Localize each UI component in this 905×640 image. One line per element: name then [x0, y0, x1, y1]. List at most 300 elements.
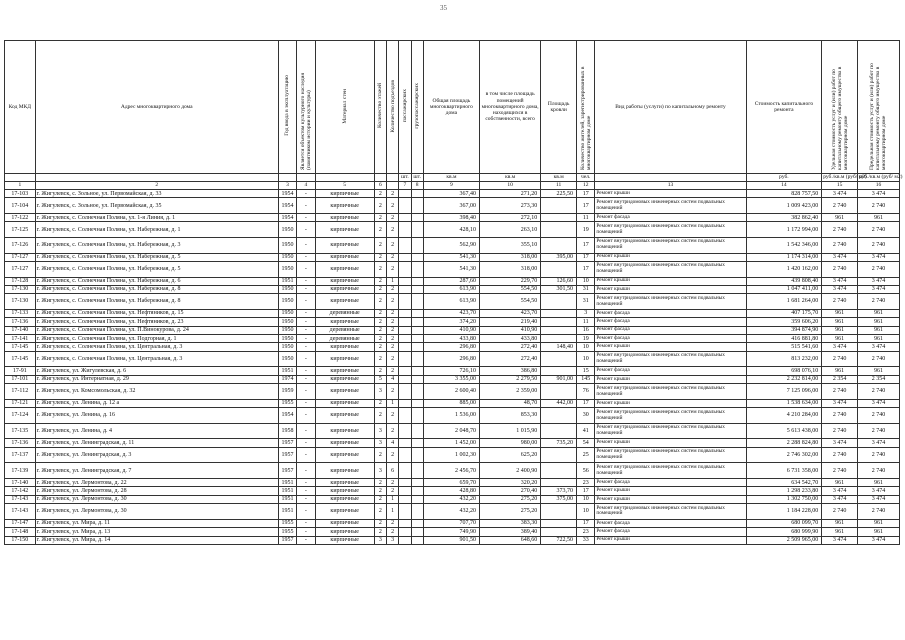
cell-wall: кирпичные: [315, 253, 374, 261]
cell-cost: 813 232,00: [746, 351, 822, 367]
cell-wall: кирпичные: [315, 343, 374, 351]
cell-cost: 634 542,70: [746, 479, 822, 487]
cell-entr: 1: [387, 277, 399, 285]
unit-cell: чел.: [577, 174, 595, 182]
cell-entr: 2: [387, 222, 399, 238]
cell-spec: 2 740: [822, 463, 858, 479]
cell-year: 1959: [278, 384, 296, 400]
cell-roof: [541, 367, 577, 375]
cell-code: 17-143: [5, 504, 36, 520]
cell-l1: [399, 519, 411, 527]
cell-l1: [399, 309, 411, 317]
page-number: 35: [440, 4, 447, 12]
cell-work: Ремонт фасада: [595, 318, 746, 326]
cell-res: 3: [577, 309, 595, 317]
cell-area2: 980,00: [479, 439, 540, 447]
cell-limit: 961: [857, 519, 899, 527]
cell-limit: 2 740: [857, 408, 899, 424]
cell-cost: 515 541,60: [746, 343, 822, 351]
cell-roof: 373,70: [541, 487, 577, 495]
cell-area2: 273,30: [479, 198, 540, 214]
cell-area2: 229,70: [479, 277, 540, 285]
unit-cell: кв.м: [541, 174, 577, 182]
table-row: [5, 318, 900, 326]
cell-res: 25: [577, 447, 595, 463]
cell-floors: 2: [374, 343, 386, 351]
cell-res: 19: [577, 222, 595, 238]
unit-cell: шт.: [399, 174, 411, 182]
cell-object: -: [297, 213, 315, 221]
cell-address: г. Жигулевск, с. Солнечная Поляна, ул. Подгорная, д. 1: [35, 335, 278, 343]
cell-l1: [399, 190, 411, 198]
cell-wall: кирпичные: [315, 479, 374, 487]
cell-work: Ремонт внутридомовых инженерных систем подвальных помещений: [595, 222, 746, 238]
cell-l2: [411, 536, 423, 544]
cell-limit: 3 474: [857, 343, 899, 351]
column-number: 14: [746, 182, 822, 190]
cell-work: Ремонт фасада: [595, 309, 746, 317]
cell-year: 1955: [278, 528, 296, 536]
cell-wall: кирпичные: [315, 423, 374, 439]
cell-address: г. Жигулевск, с. Зольное, ул. Первомайская, д. 33: [35, 190, 278, 198]
cell-floors: 2: [374, 190, 386, 198]
cell-wall: кирпичные: [315, 318, 374, 326]
cell-area2: 272,40: [479, 351, 540, 367]
cell-entr: 2: [387, 309, 399, 317]
cell-res: 30: [577, 408, 595, 424]
cell-work: Ремонт крыши: [595, 343, 746, 351]
cell-spec: 3 474: [822, 399, 858, 407]
cell-res: 19: [577, 335, 595, 343]
cell-object: -: [297, 277, 315, 285]
cell-spec: 961: [822, 213, 858, 221]
cell-code: 17-101: [5, 375, 36, 383]
cell-year: 1957: [278, 463, 296, 479]
cell-object: -: [297, 384, 315, 400]
cell-l2: [411, 213, 423, 221]
cell-year: 1950: [278, 343, 296, 351]
cell-object: -: [297, 519, 315, 527]
cell-limit: 2 740: [857, 351, 899, 367]
cell-limit: 961: [857, 213, 899, 221]
cell-spec: 961: [822, 326, 858, 334]
cell-wall: кирпичные: [315, 463, 374, 479]
table-row: [5, 326, 900, 334]
cell-limit: 2 740: [857, 294, 899, 310]
cell-floors: 2: [374, 326, 386, 334]
cell-floors: 3: [374, 423, 386, 439]
column-number: 5: [315, 182, 374, 190]
cell-roof: 148,40: [541, 343, 577, 351]
cell-res: 145: [577, 375, 595, 383]
cell-floors: 2: [374, 399, 386, 407]
cell-entr: 1: [387, 504, 399, 520]
table-row: [5, 277, 900, 285]
cell-area2: 554,50: [479, 285, 540, 293]
cell-object: -: [297, 253, 315, 261]
table-row: [5, 335, 900, 343]
cell-area: 1 536,00: [423, 408, 479, 424]
column-number: 16: [857, 182, 899, 190]
cell-object: -: [297, 318, 315, 326]
cell-area: 433,80: [423, 335, 479, 343]
header-object: Является объектом культурного наследия (памятником истории и культуры): [297, 41, 315, 174]
cell-spec: 2 354: [822, 375, 858, 383]
cell-floors: 2: [374, 335, 386, 343]
cell-spec: 2 740: [822, 294, 858, 310]
cell-cost: 407 175,70: [746, 309, 822, 317]
cell-l2: [411, 384, 423, 400]
cell-l1: [399, 285, 411, 293]
table-row: [5, 463, 900, 479]
cell-wall: кирпичные: [315, 213, 374, 221]
cell-area: 562,90: [423, 237, 479, 253]
cell-code: 17-127: [5, 253, 36, 261]
cell-floors: 2: [374, 277, 386, 285]
cell-wall: кирпичные: [315, 447, 374, 463]
cell-l1: [399, 447, 411, 463]
cell-res: 17: [577, 399, 595, 407]
unit-cell: шт.: [411, 174, 423, 182]
cell-object: -: [297, 399, 315, 407]
cell-l1: [399, 318, 411, 326]
cell-l1: [399, 439, 411, 447]
cell-l1: [399, 408, 411, 424]
cell-object: -: [297, 375, 315, 383]
cell-spec: 2 740: [822, 447, 858, 463]
cell-address: г. Жигулевск, с. Солнечная Поляна, ул. Набережная, д. 5: [35, 261, 278, 277]
cell-code: 17-112: [5, 384, 36, 400]
cell-l1: [399, 294, 411, 310]
header-lifts-cargo: грузопассажирских: [411, 41, 423, 174]
cell-roof: 375,00: [541, 495, 577, 503]
table-row: [5, 479, 900, 487]
cell-year: 1954: [278, 408, 296, 424]
cell-entr: 1: [387, 495, 399, 503]
cell-cost: 1 047 411,00: [746, 285, 822, 293]
cell-limit: 2 740: [857, 237, 899, 253]
cell-object: -: [297, 222, 315, 238]
cell-floors: 2: [374, 213, 386, 221]
table-row: [5, 309, 900, 317]
cell-l1: [399, 495, 411, 503]
cell-area: 726,10: [423, 367, 479, 375]
cell-roof: 225,50: [541, 190, 577, 198]
cell-address: г. Жигулевск, с. Солнечная Поляна, ул. 1-я Линия, д. 1: [35, 213, 278, 221]
cell-work: Ремонт крыши: [595, 495, 746, 503]
cell-l2: [411, 335, 423, 343]
cell-roof: 722,50: [541, 536, 577, 544]
cell-address: г. Жигулевск, с. Солнечная Поляна, ул. Набережная, д. 6: [35, 277, 278, 285]
cell-roof: 395,00: [541, 253, 577, 261]
unit-cell: руб./кв.м (руб/ м2): [858, 173, 903, 180]
cell-area: 613,90: [423, 294, 479, 310]
cell-cost: 5 613 438,00: [746, 423, 822, 439]
cell-area: 367,00: [423, 198, 479, 214]
cell-area2: 410,90: [479, 326, 540, 334]
cell-spec: 2 740: [822, 237, 858, 253]
cell-cost: 2 232 814,00: [746, 375, 822, 383]
cell-object: -: [297, 439, 315, 447]
cell-object: -: [297, 528, 315, 536]
cell-l2: [411, 326, 423, 334]
cell-code: 17-133: [5, 309, 36, 317]
cell-code: 17-145: [5, 351, 36, 367]
cell-roof: [541, 318, 577, 326]
cell-spec: 3 474: [822, 277, 858, 285]
column-number: 8: [411, 182, 423, 190]
cell-area: 659,70: [423, 479, 479, 487]
cell-address: г. Жигулевск, с. Солнечная Поляна, ул. П.Винокурова, д. 24: [35, 326, 278, 334]
cell-object: -: [297, 335, 315, 343]
cell-code: 17-103: [5, 190, 36, 198]
cell-limit: 961: [857, 326, 899, 334]
cell-res: 54: [577, 439, 595, 447]
cell-floors: 2: [374, 495, 386, 503]
cell-l2: [411, 495, 423, 503]
cell-object: -: [297, 408, 315, 424]
header-row: [5, 41, 900, 174]
cell-l1: [399, 479, 411, 487]
cell-area: 398,40: [423, 213, 479, 221]
cell-work: Ремонт крыши: [595, 399, 746, 407]
cell-spec: 2 740: [822, 423, 858, 439]
cell-res: 10: [577, 351, 595, 367]
cell-area: 410,90: [423, 326, 479, 334]
cell-roof: [541, 261, 577, 277]
cell-cost: 2 746 302,00: [746, 447, 822, 463]
cell-area2: 2 279,50: [479, 375, 540, 383]
header-lifts-pass: пассажирских: [399, 41, 411, 174]
cell-entr: 2: [387, 253, 399, 261]
column-number: 7: [399, 182, 411, 190]
cell-res: 17: [577, 487, 595, 495]
cell-work: Ремонт крыши: [595, 487, 746, 495]
table-row: [5, 495, 900, 503]
cell-code: 17-127: [5, 261, 36, 277]
cell-floors: 2: [374, 479, 386, 487]
cell-l1: [399, 253, 411, 261]
cell-area: 613,90: [423, 285, 479, 293]
cell-res: 56: [577, 463, 595, 479]
cell-spec: 961: [822, 519, 858, 527]
cell-l2: [411, 463, 423, 479]
cell-area: 432,20: [423, 504, 479, 520]
cell-wall: кирпичные: [315, 519, 374, 527]
cell-address: г. Жигулевск, ул. Мира, д. 14: [35, 536, 278, 544]
header-cost: Стоимость капитального ремонта: [746, 41, 822, 174]
table-row: [5, 384, 900, 400]
cell-year: 1950: [278, 253, 296, 261]
cell-work: Ремонт крыши: [595, 190, 746, 198]
cell-floors: 2: [374, 318, 386, 326]
cell-object: -: [297, 351, 315, 367]
cell-limit: 961: [857, 367, 899, 375]
header-spec-cost: Удельная стоимость услуг и (или) работ по капитальному ремонту общего имущества в многоквартирном доме: [822, 41, 858, 174]
header-address: Адрес многоквартирного дома: [35, 41, 278, 174]
cell-area2: 48,70: [479, 399, 540, 407]
cell-spec: 3 474: [822, 495, 858, 503]
cell-area: 3 355,00: [423, 375, 479, 383]
cell-floors: 2: [374, 253, 386, 261]
cell-wall: деревянные: [315, 309, 374, 317]
cell-spec: 2 740: [822, 408, 858, 424]
cell-wall: деревянные: [315, 326, 374, 334]
cell-address: г. Жигулевск, ул. Мира, д. 13: [35, 528, 278, 536]
cell-cost: 1 172 994,00: [746, 222, 822, 238]
cell-address: г. Жигулевск, с. Солнечная Поляна, ул. Нефтяников, д. 15: [35, 309, 278, 317]
cell-code: 17-140: [5, 479, 36, 487]
cell-address: г. Жигулевск, с. Солнечная Поляна, ул. Нефтяников, д. 23: [35, 318, 278, 326]
table-row: [5, 519, 900, 527]
cell-entr: 2: [387, 326, 399, 334]
cell-roof: [541, 309, 577, 317]
cell-area: 885,00: [423, 399, 479, 407]
cell-code: 17-136: [5, 318, 36, 326]
cell-wall: кирпичные: [315, 504, 374, 520]
cell-l1: [399, 335, 411, 343]
cell-code: 17-130: [5, 294, 36, 310]
table-row: [5, 351, 900, 367]
cell-res: 31: [577, 285, 595, 293]
cell-code: 17-130: [5, 285, 36, 293]
cell-roof: [541, 198, 577, 214]
cell-year: 1957: [278, 439, 296, 447]
cell-code: 17-104: [5, 198, 36, 214]
cell-work: Ремонт внутридомовых инженерных систем подвальных помещений: [595, 198, 746, 214]
cell-work: Ремонт крыши: [595, 285, 746, 293]
cell-year: 1954: [278, 190, 296, 198]
cell-roof: [541, 213, 577, 221]
cell-area: 287,60: [423, 277, 479, 285]
cell-limit: 2 740: [857, 423, 899, 439]
cell-code: 17-122: [5, 213, 36, 221]
table-row: [5, 213, 900, 221]
cell-area: 374,20: [423, 318, 479, 326]
cell-spec: 961: [822, 528, 858, 536]
cell-work: Ремонт внутридомовых инженерных систем подвальных помещений: [595, 237, 746, 253]
cell-work: Ремонт внутридомовых инженерных систем подвальных помещений: [595, 351, 746, 367]
cell-work: Ремонт внутридомовых инженерных систем подвальных помещений: [595, 384, 746, 400]
cell-roof: 735,20: [541, 439, 577, 447]
cell-area2: 383,30: [479, 519, 540, 527]
cell-code: 17-125: [5, 222, 36, 238]
cell-spec: 3 474: [822, 253, 858, 261]
header-area-living: в том числе площадь помещений многоквартирного дома, находящихся в собственности, всего: [479, 41, 540, 174]
cell-l2: [411, 253, 423, 261]
cell-l2: [411, 423, 423, 439]
cell-l2: [411, 519, 423, 527]
cell-code: 17-135: [5, 423, 36, 439]
cell-area2: 2 359,00: [479, 384, 540, 400]
cell-l2: [411, 351, 423, 367]
cell-area2: 853,30: [479, 408, 540, 424]
cell-work: Ремонт внутридомовых инженерных систем подвальных помещений: [595, 447, 746, 463]
cell-res: 10: [577, 277, 595, 285]
cell-cost: 394 874,90: [746, 326, 822, 334]
cell-l2: [411, 190, 423, 198]
cell-res: 17: [577, 261, 595, 277]
cell-cost: 439 808,40: [746, 277, 822, 285]
cell-wall: кирпичные: [315, 384, 374, 400]
cell-limit: 961: [857, 335, 899, 343]
cell-work: Ремонт внутридомовых инженерных систем подвальных помещений: [595, 294, 746, 310]
cell-l2: [411, 439, 423, 447]
table-row: [5, 237, 900, 253]
cell-limit: 3 474: [857, 277, 899, 285]
cell-floors: 2: [374, 237, 386, 253]
cell-floors: 2: [374, 519, 386, 527]
cell-code: 17-140: [5, 326, 36, 334]
cell-roof: 901,00: [541, 375, 577, 383]
cell-limit: 3 474: [857, 495, 899, 503]
cell-res: 17: [577, 237, 595, 253]
cell-l1: [399, 326, 411, 334]
cell-cost: 7 125 096,00: [746, 384, 822, 400]
cell-area2: 263,10: [479, 222, 540, 238]
cell-floors: 2: [374, 504, 386, 520]
cell-roof: [541, 222, 577, 238]
cell-spec: 3 474: [822, 487, 858, 495]
cell-limit: 3 474: [857, 536, 899, 544]
table-row: [5, 423, 900, 439]
cell-limit: 3 474: [857, 487, 899, 495]
cell-area: 428,80: [423, 487, 479, 495]
cell-roof: [541, 237, 577, 253]
cell-floors: 3: [374, 384, 386, 400]
cell-floors: 2: [374, 198, 386, 214]
cell-address: г. Жигулевск, ул. Ленинградская, д. 3: [35, 447, 278, 463]
cell-l2: [411, 504, 423, 520]
cell-work: Ремонт внутридомовых инженерных систем подвальных помещений: [595, 408, 746, 424]
cell-area2: 320,20: [479, 479, 540, 487]
cell-limit: 2 740: [857, 261, 899, 277]
cell-l1: [399, 351, 411, 367]
column-number: 2: [35, 182, 278, 190]
cell-l1: [399, 198, 411, 214]
cell-l2: [411, 447, 423, 463]
cell-spec: 961: [822, 367, 858, 375]
column-number: 13: [595, 182, 746, 190]
cell-cost: 359 606,20: [746, 318, 822, 326]
header-entrances: Количество подъездов: [387, 41, 399, 174]
cell-code: 17-121: [5, 399, 36, 407]
cell-work: Ремонт крыши: [595, 439, 746, 447]
cell-address: г. Жигулевск, с. Солнечная Поляна, ул. Набережная, д. 1: [35, 222, 278, 238]
cell-l2: [411, 343, 423, 351]
cell-area2: 272,40: [479, 343, 540, 351]
cell-address: г. Жигулевск, с. Солнечная Поляна, ул. Набережная, д. 8: [35, 294, 278, 310]
cell-address: г. Жигулевск, ул. Интернатная, д. 29: [35, 375, 278, 383]
cell-wall: кирпичные: [315, 528, 374, 536]
cell-work: Ремонт внутридомовых инженерных систем подвальных помещений: [595, 504, 746, 520]
cell-spec: 2 740: [822, 351, 858, 367]
cell-wall: кирпичные: [315, 222, 374, 238]
table-row: [5, 504, 900, 520]
cell-l1: [399, 277, 411, 285]
cell-area: 432,20: [423, 495, 479, 503]
cell-l1: [399, 384, 411, 400]
table-row: [5, 222, 900, 238]
cell-floors: 2: [374, 222, 386, 238]
cell-entr: 2: [387, 190, 399, 198]
cell-entr: 1: [387, 399, 399, 407]
cell-entr: 2: [387, 343, 399, 351]
cell-floors: 2: [374, 367, 386, 375]
cell-year: 1951: [278, 479, 296, 487]
cell-code: 17-91: [5, 367, 36, 375]
cell-area2: 272,10: [479, 213, 540, 221]
